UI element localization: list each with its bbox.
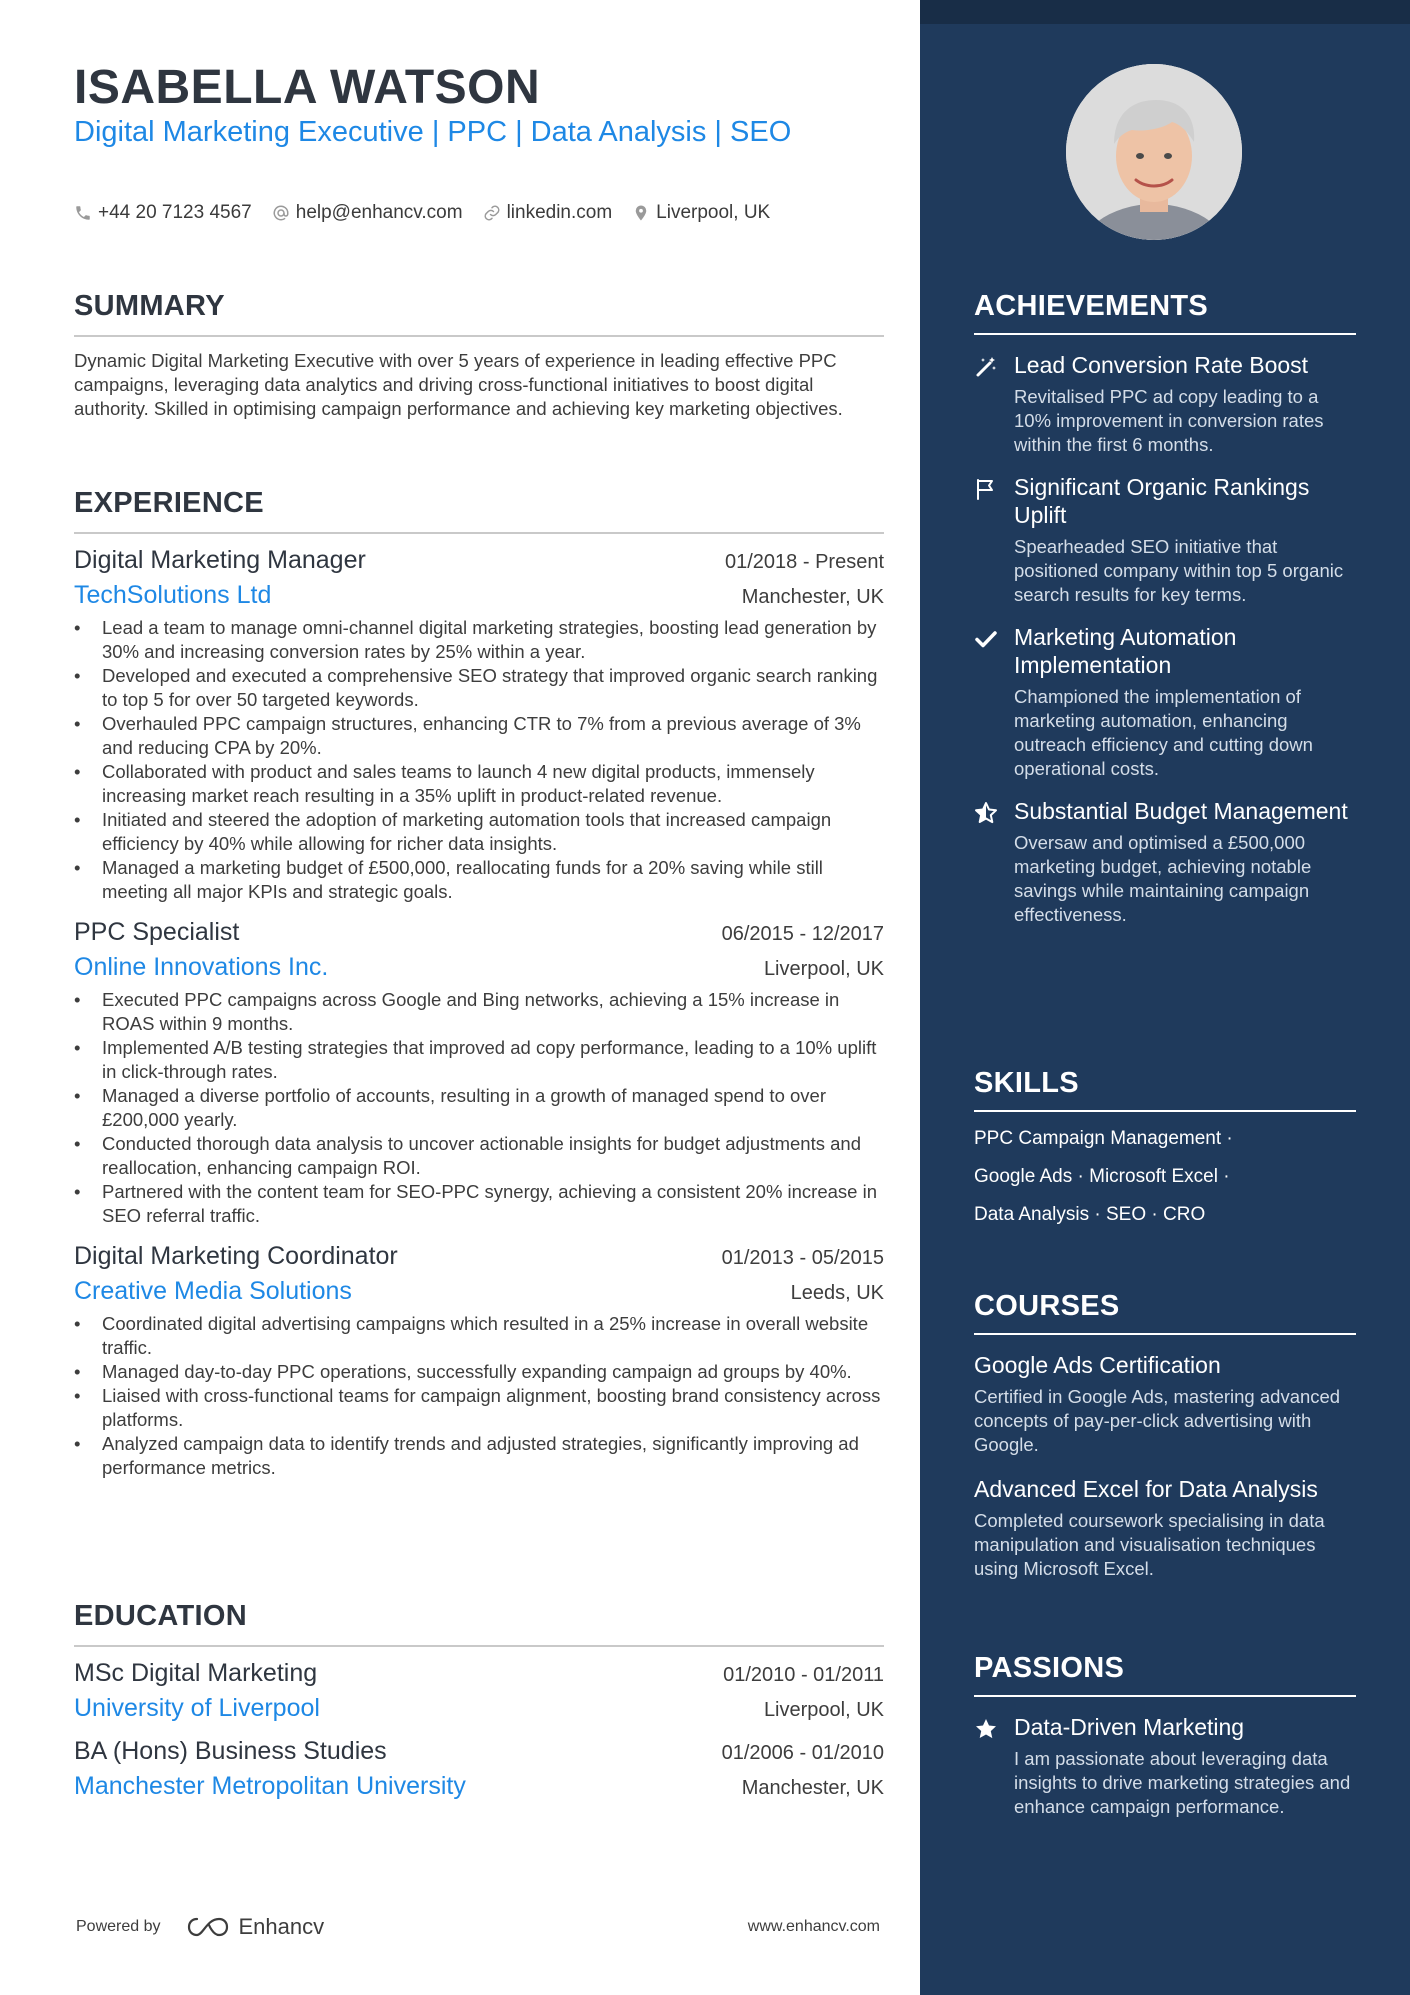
contact-phone-text: +44 20 7123 4567 — [98, 202, 252, 223]
achievement-item — [974, 351, 1356, 457]
bullet-item: • Overhauled PPC campaign structures, enhancing CTR to 7% from a previous average of 3% and reducing CPA by 20%. — [74, 712, 884, 760]
achievements-heading: ACHIEVEMENTS — [974, 290, 1356, 335]
bullet-item: • Managed day-to-day PPC operations, successfully expanding campaign ad groups by 40%. — [74, 1360, 884, 1384]
course-title: Google Ads Certification — [974, 1352, 1221, 1378]
skills-line: PPC Campaign Management · — [974, 1128, 1233, 1149]
footer — [76, 1914, 880, 1940]
degree-title: BA (Hons) Business Studies — [74, 1737, 387, 1765]
footer-website[interactable]: www.enhancv.com — [747, 1918, 880, 1935]
job-bullets — [74, 616, 884, 904]
job-title: Digital Marketing Manager — [74, 546, 366, 574]
job-dates: 06/2015 - 12/2017 — [721, 923, 884, 945]
bullet-item: • Collaborated with product and sales teams to launch 4 new digital products, immensely increasing market reach resulting in a 35% uplift in product-related revenue. — [74, 760, 884, 808]
passion-item — [974, 1713, 1356, 1819]
education-section — [74, 1600, 884, 1815]
course-desc: Certified in Google Ads, mastering advanced concepts of pay-per-click advertising with Google. — [974, 1386, 1341, 1455]
contact-email[interactable] — [272, 202, 463, 224]
achievement-desc: Oversaw and optimised a £500,000 marketing budget, achieving notable savings while maintaining campaign effectiveness. — [1014, 832, 1312, 925]
achievement-desc: Spearheaded SEO initiative that positioned company within top 5 organic search results for key terms. — [1014, 536, 1344, 605]
education-heading: EDUCATION — [74, 1600, 884, 1647]
candidate-headline: Digital Marketing Executive | PPC | Data Analysis | SEO — [74, 116, 792, 148]
infinity-logo-icon — [185, 1915, 231, 1939]
job-location: Liverpool, UK — [763, 958, 884, 980]
candidate-name: ISABELLA WATSON — [74, 61, 541, 114]
bullet-item: • Liaised with cross-functional teams for campaign alignment, boosting brand consistency across platforms. — [74, 1384, 884, 1432]
achievement-title: Marketing Automation Implementation — [1014, 624, 1237, 678]
star-icon — [974, 1717, 998, 1741]
achievement-item — [974, 473, 1356, 607]
education-dates: 01/2010 - 01/2011 — [723, 1664, 884, 1686]
job-location: Manchester, UK — [741, 586, 884, 608]
skills-line: Google Ads · Microsoft Excel · — [974, 1166, 1230, 1187]
achievement-desc: Revitalised PPC ad copy leading to a 10% improvement in conversion rates within the first 6 months. — [1014, 386, 1324, 455]
achievement-title: Significant Organic Rankings Uplift — [1014, 474, 1310, 528]
skills-heading: SKILLS — [974, 1067, 1356, 1112]
achievement-desc: Championed the implementation of marketing automation, enhancing outreach efficiency and cutting down operational costs. — [1014, 686, 1313, 779]
bullet-item: • Developed and executed a comprehensive SEO strategy that improved organic search ranking to top 5 for over 50 targeted keywords. — [74, 664, 884, 712]
checkmark-icon — [974, 627, 998, 651]
phone-icon — [74, 204, 92, 222]
skills-section — [974, 1067, 1356, 1242]
education-dates: 01/2006 - 01/2010 — [721, 1742, 884, 1764]
location-pin-icon — [632, 204, 650, 222]
contact-location-text: Liverpool, UK — [656, 202, 771, 223]
achievement-item — [974, 797, 1356, 927]
school-name[interactable]: Manchester Metropolitan University — [74, 1772, 466, 1800]
achievement-title: Lead Conversion Rate Boost — [1014, 352, 1309, 378]
link-icon — [483, 204, 501, 222]
job-entry — [74, 918, 884, 1228]
bullet-item: • Coordinated digital advertising campaigns which resulted in a 25% increase in overall website traffic. — [74, 1312, 884, 1360]
bullet-item: • Managed a marketing budget of £500,000, reallocating funds for a 20% saving while still meeting all major KPIs and strategic goals. — [74, 856, 884, 904]
achievement-item — [974, 623, 1356, 781]
passions-heading: PASSIONS — [974, 1652, 1356, 1697]
course-title: Advanced Excel for Data Analysis — [974, 1476, 1318, 1502]
education-entry — [74, 1737, 884, 1801]
brand-name: Enhancv — [238, 1914, 325, 1939]
bullet-item: • Implemented A/B testing strategies that improved ad copy performance, leading to a 10% uplift in click-through rates. — [74, 1036, 884, 1084]
avatar — [1066, 64, 1242, 240]
degree-title: MSc Digital Marketing — [74, 1659, 318, 1687]
courses-heading: COURSES — [974, 1290, 1356, 1335]
experience-heading: EXPERIENCE — [74, 487, 884, 534]
sidebar-top-strip — [920, 0, 1410, 24]
flag-icon — [974, 477, 998, 501]
magic-wand-icon — [974, 355, 998, 379]
bullet-item: • Initiated and steered the adoption of marketing automation tools that increased campaign efficiency by 40% while allowing for richer data insights. — [74, 808, 884, 856]
contact-location — [632, 202, 770, 224]
education-location: Liverpool, UK — [763, 1699, 884, 1721]
course-item — [974, 1351, 1356, 1457]
job-company[interactable]: Online Innovations Inc. — [74, 953, 329, 981]
education-location: Manchester, UK — [741, 1777, 884, 1799]
education-entry — [74, 1659, 884, 1723]
achievement-title: Substantial Budget Management — [1014, 798, 1348, 824]
courses-section — [974, 1290, 1356, 1599]
sidebar — [920, 0, 1410, 1995]
summary-text: Dynamic Digital Marketing Executive with over 5 years of experience in leading effective PPC campaigns, leveraging data analytics and driving cross-functional initiatives to boost digital authority. Skilled in optimising campaign performance and achieving key marketing objectives. — [74, 350, 843, 419]
job-bullets — [74, 988, 884, 1228]
job-location: Leeds, UK — [790, 1282, 884, 1304]
bullet-item: • Analyzed campaign data to identify trends and adjusted strategies, significantly improving ad performance metrics. — [74, 1432, 884, 1480]
passion-title: Data-Driven Marketing — [1014, 1714, 1245, 1740]
job-entry — [74, 1242, 884, 1480]
job-title: Digital Marketing Coordinator — [74, 1242, 398, 1270]
passions-section — [974, 1652, 1356, 1835]
contact-email-text: help@enhancv.com — [295, 202, 463, 223]
school-name[interactable]: University of Liverpool — [74, 1694, 320, 1722]
job-company[interactable]: Creative Media Solutions — [74, 1277, 352, 1305]
bullet-item: • Lead a team to manage omni-channel digital marketing strategies, boosting lead generation by 30% and increasing conversion rates by 25% within a year. — [74, 616, 884, 664]
job-title: PPC Specialist — [74, 918, 240, 946]
portrait-image — [1066, 64, 1242, 240]
job-company[interactable]: TechSolutions Ltd — [74, 581, 272, 609]
at-icon — [272, 204, 290, 222]
job-bullets — [74, 1312, 884, 1480]
contact-linkedin-text: linkedin.com — [506, 202, 613, 223]
achievements-section — [974, 290, 1356, 943]
passion-desc: I am passionate about leveraging data insights to drive marketing strategies and enhance campaign performance. — [1014, 1748, 1351, 1817]
bullet-item: • Partnered with the content team for SEO-PPC synergy, achieving a consistent 20% increase in SEO referral traffic. — [74, 1180, 884, 1228]
course-item — [974, 1475, 1356, 1581]
powered-by-label: Powered by — [76, 1918, 161, 1935]
experience-section — [74, 487, 884, 1494]
summary-heading: SUMMARY — [74, 290, 884, 337]
job-entry — [74, 546, 884, 904]
contact-bar — [74, 202, 770, 224]
job-dates: 01/2013 - 05/2015 — [721, 1247, 884, 1269]
skills-line: Data Analysis · SEO · CRO — [974, 1204, 1206, 1225]
bullet-item: • Managed a diverse portfolio of accounts, resulting in a growth of managed spend to over £200,000 yearly. — [74, 1084, 884, 1132]
contact-phone[interactable] — [74, 202, 252, 224]
half-star-icon — [974, 801, 998, 825]
course-desc: Completed coursework specialising in data manipulation and visualisation techniques using Microsoft Excel. — [974, 1510, 1325, 1579]
bullet-item: • Conducted thorough data analysis to uncover actionable insights for budget adjustments and reallocation, enhancing campaign ROI. — [74, 1132, 884, 1180]
bullet-item: • Executed PPC campaigns across Google and Bing networks, achieving a 15% increase in ROAS within 9 months. — [74, 988, 884, 1036]
contact-linkedin[interactable] — [483, 202, 613, 224]
enhancv-logo[interactable] — [185, 1914, 325, 1940]
job-dates: 01/2018 - Present — [725, 551, 884, 573]
summary-section — [74, 290, 884, 421]
